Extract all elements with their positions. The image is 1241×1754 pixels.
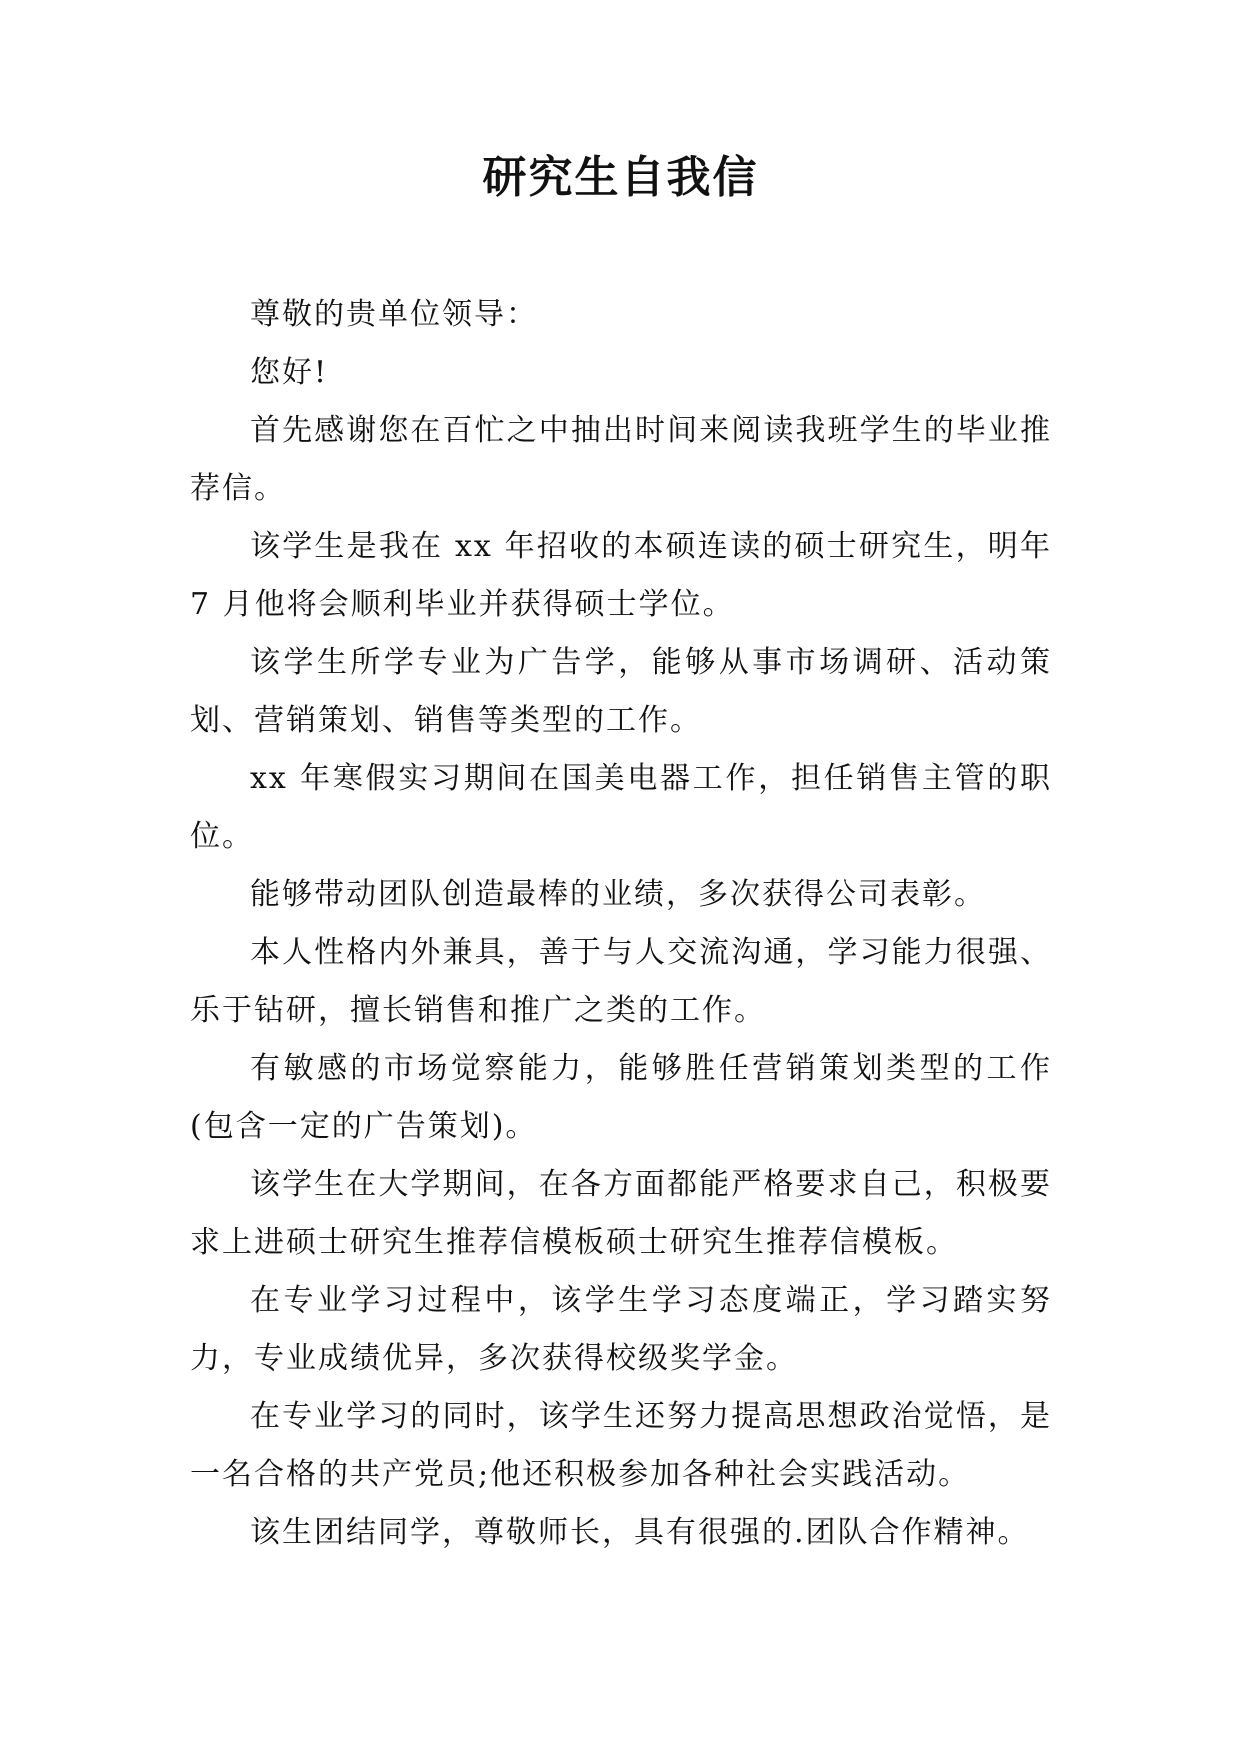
letter-body: [190, 286, 1052, 1562]
paragraph: xx 年寒假实习期间在国美电器工作，担任销售主管的职位。: [190, 761, 1052, 854]
paragraph: 在专业学习的同时，该学生还努力提高思想政治觉悟，是一名合格的共产党员;他还积极参加各种社会实践活动。: [190, 1399, 1052, 1492]
paragraph: 该学生是我在 xx 年招收的本硕连读的硕士研究生，明年 7 月他将会顺利毕业并获得硕士学位。: [190, 529, 1052, 622]
document-title: 研究生自我信: [482, 152, 759, 203]
paragraph: 有敏感的市场觉察能力，能够胜任营销策划类型的工作(包含一定的广告策划)。: [190, 1051, 1052, 1144]
paragraph: 该学生在大学期间，在各方面都能严格要求自己，积极要求上进硕士研究生推荐信模板硕士研究生推荐信模板。: [190, 1167, 1052, 1260]
paragraph: 本人性格内外兼具，善于与人交流沟通，学习能力很强、乐于钻研，擅长销售和推广之类的工作。: [190, 935, 1052, 1028]
paragraph: 该学生所学专业为广告学，能够从事市场调研、活动策划、营销策划、销售等类型的工作。: [190, 645, 1052, 738]
paragraph: 该生团结同学，尊敬师长，具有很强的.团队合作精神。: [250, 1515, 1030, 1550]
greeting: 您好!: [250, 355, 329, 390]
paragraph: 在专业学习过程中，该学生学习态度端正，学习踏实努力，专业成绩优异，多次获得校级奖学金。: [190, 1283, 1052, 1376]
paragraph: 首先感谢您在百忙之中抽出时间来阅读我班学生的毕业推荐信。: [190, 413, 1052, 506]
salutation: 尊敬的贵单位领导：: [250, 297, 538, 332]
paragraph: 能够带动团队创造最棒的业绩，多次获得公司表彰。: [250, 877, 986, 912]
